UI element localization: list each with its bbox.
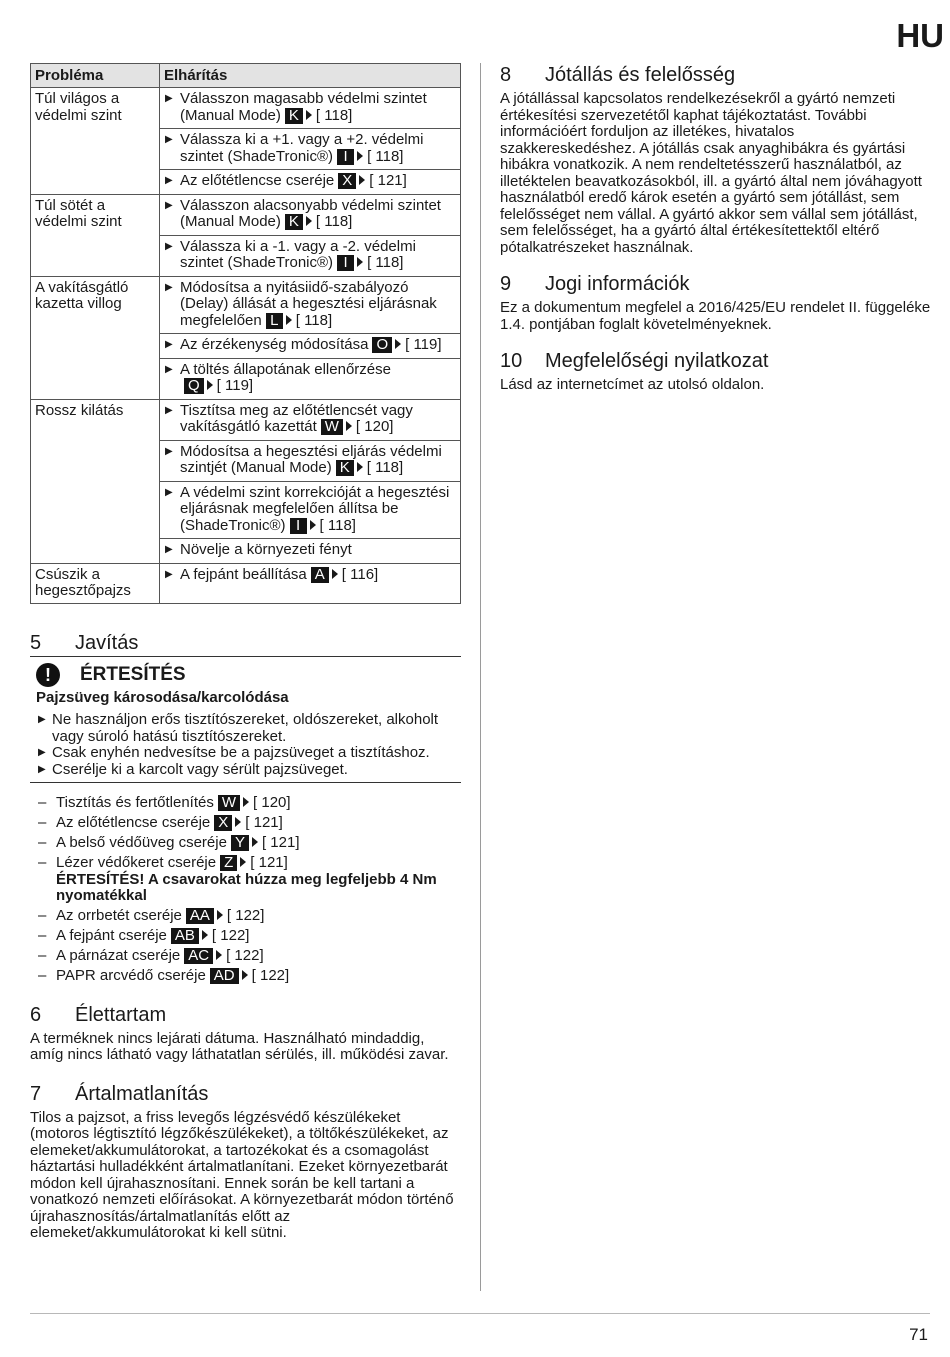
- repair-steps-list: [30, 795, 461, 985]
- arrow-right-icon: [286, 315, 292, 325]
- section-title: Jogi információk: [545, 273, 690, 295]
- step-text: PAPR arcvédő cseréje: [56, 967, 206, 984]
- solution-text: Válasszon alacsonyabb védelmi szintet (Manual Mode): [180, 196, 441, 230]
- solution-text: Tisztítsa meg az előtétlencsét vagy vakításgátló kazettát: [180, 401, 413, 435]
- cross-reference[interactable]: [210, 814, 283, 831]
- page-reference: [ 118]: [367, 254, 404, 271]
- arrow-right-icon: [357, 151, 363, 161]
- arrow-right-icon: [242, 970, 248, 980]
- arrow-right-icon: [346, 421, 352, 431]
- footer-divider: [30, 1313, 930, 1314]
- notice-item-text: Cserélje ki a karcolt vagy sérült pajzsüveget.: [52, 760, 348, 778]
- page-reference: [ 121]: [369, 172, 407, 189]
- page-reference: [ 121]: [250, 854, 288, 871]
- section-body: Tilos a pajzsot, a friss levegős légzésvédő készülékeket (motoros légtisztító légzőkészülékeket), a töltőkészülékeket, az elemeket/akkumulátorokat, a tartozékokat és a csomagolást háztartási hulladékként ártalmatlanítani. Ezeket környezetbarát módon kell újrahasznosítani. Ennek során be kell tartani a vonatkozó nemzeti előírásokat. A környezetbarát módon történő újrahasznosítás/ártalmatlanítás előtt az elemeket/akkumulátorokat ki kell sütni.: [30, 1108, 454, 1241]
- cross-reference[interactable]: [227, 834, 300, 851]
- page-reference: [ 120]: [355, 418, 394, 435]
- solution-cell: [160, 88, 461, 195]
- solution-text: Módosítsa a hegesztési eljárás védelmi szintjét (Manual Mode): [180, 442, 442, 476]
- section-5-heading: [30, 631, 461, 657]
- page-reference: [ 119]: [405, 336, 442, 353]
- bullet-arrow-icon: ▶: [165, 199, 173, 211]
- problem-cell: Túl világos a védelmi szint: [31, 88, 160, 195]
- step-text: A belső védőüveg cseréje: [56, 834, 227, 851]
- problem-cell: Túl sötét a védelmi szint: [31, 194, 160, 276]
- section-7: [30, 1082, 461, 1242]
- page-reference: [ 121]: [261, 834, 300, 851]
- bullet-arrow-icon: ▶: [165, 486, 173, 498]
- page-reference: [ 118]: [319, 516, 356, 534]
- solution-item: [160, 170, 460, 194]
- language-code: HU: [896, 17, 944, 54]
- arrow-right-icon: [359, 175, 365, 185]
- dash-bullet: –: [38, 927, 47, 944]
- solution-text: Válassza ki a +1. vagy a +2. védelmi szintet (ShadeTronic®): [180, 131, 424, 165]
- bullet-arrow-icon: ▶: [165, 93, 173, 104]
- figure-badge: A: [311, 567, 329, 583]
- section-number: 5: [30, 631, 42, 654]
- solution-cell: [160, 399, 461, 563]
- cross-reference[interactable]: [214, 794, 291, 811]
- bullet-arrow-icon: ▶: [38, 763, 46, 775]
- solution-item: [160, 195, 460, 236]
- bullet-arrow-icon: ▶: [165, 404, 173, 416]
- figure-badge: Q: [184, 378, 204, 394]
- solution-text: A töltés állapotának ellenőrzése: [180, 360, 391, 378]
- page-reference: [ 118]: [315, 106, 353, 124]
- notice-subtitle: Pajzsüveg károsodása/karcolódása: [36, 688, 289, 706]
- figure-badge: K: [336, 460, 354, 476]
- repair-step: [30, 968, 461, 985]
- bullet-arrow-icon: ▶: [165, 134, 173, 145]
- solution-item: [160, 88, 460, 129]
- troubleshooting-table: [30, 63, 461, 604]
- section-9: [500, 272, 932, 333]
- bullet-arrow-icon: ▶: [165, 281, 173, 293]
- section-body: Lásd az internetcímet az utolsó oldalon.: [500, 376, 765, 393]
- table-row: [31, 276, 461, 399]
- solution-cell: [160, 276, 461, 399]
- bullet-arrow-icon: ▶: [165, 363, 173, 375]
- section-10: [500, 349, 932, 394]
- section-body: A jótállással kapcsolatos rendelkezésekről a gyártó nemzeti értékesítési szervezetétől kaphat tájékoztatást. További információért forduljon az illetékes, hivatalos szakkereskedéshez. A jótállás csak anyaghibákra és gyártási hibákra vonatkozik. A nem rendeltetésszerű használatból, az illetéktelen beavatkozásokból, ill. a gyártó által nem jóváhagyott használatból eredő károk esetén a gyártó sem jótállást, sem felelősséget nem vállal. A gyártó akkor sem vállal sem jótállást, sem felelősséget, ha a gyártó által értékesítettektől eltérő pótalkatrészeket használnak.: [500, 90, 922, 256]
- arrow-right-icon: [306, 216, 312, 226]
- step-text: Lézer védőkeret cseréje: [56, 854, 217, 871]
- page-reference: [ 118]: [366, 459, 404, 476]
- arrow-right-icon: [207, 380, 213, 390]
- step-note: ÉRTESÍTÉS! A csavarokat húzza meg legfeljebb 4 Nm nyomatékkal: [56, 870, 437, 904]
- exclamation-icon: !: [36, 663, 60, 687]
- figure-badge: X: [338, 173, 356, 189]
- cross-reference[interactable]: [333, 254, 403, 271]
- notice-item: [36, 762, 461, 779]
- solution-item: [160, 359, 460, 399]
- table-row: [31, 399, 461, 563]
- solution-item: [160, 277, 460, 335]
- arrow-right-icon: [332, 569, 338, 579]
- column-header-problem: Probléma: [31, 64, 160, 88]
- arrow-right-icon: [217, 910, 223, 920]
- arrow-right-icon: [243, 797, 249, 807]
- figure-badge: I: [337, 149, 354, 165]
- solution-item: [160, 334, 460, 359]
- figure-badge: AA: [186, 908, 214, 924]
- repair-step: [30, 815, 461, 832]
- notice-list: [36, 712, 461, 778]
- figure-badge: L: [266, 313, 283, 329]
- notice-item-text: Csak enyhén nedvesítse be a pajzsüveget a tisztításhoz.: [52, 744, 430, 761]
- cross-reference[interactable]: [281, 107, 352, 124]
- bullet-arrow-icon: ▶: [165, 544, 173, 555]
- figure-badge: AC: [184, 948, 213, 964]
- cross-reference[interactable]: [332, 459, 403, 476]
- cross-reference[interactable]: [368, 336, 441, 353]
- figure-badge: AD: [210, 968, 239, 984]
- section-title: Élettartam: [75, 1003, 167, 1026]
- step-text: Az előtétlencse cseréje: [56, 814, 211, 831]
- figure-badge: AB: [171, 928, 199, 944]
- right-column: [500, 63, 932, 394]
- page-reference: [ 122]: [211, 927, 250, 944]
- cross-reference[interactable]: [281, 213, 352, 230]
- cross-reference[interactable]: [317, 418, 394, 435]
- solution-text: Válasszon magasabb védelmi szintet (Manual Mode): [180, 90, 427, 124]
- solution-item: [160, 482, 460, 540]
- bullet-arrow-icon: ▶: [165, 339, 173, 350]
- page-number: 71: [909, 1325, 928, 1344]
- step-text: Az orrbetét cseréje: [56, 907, 182, 924]
- column-header-solution: Elhárítás: [160, 64, 461, 88]
- cross-reference[interactable]: [286, 517, 356, 534]
- bullet-arrow-icon: ▶: [165, 445, 173, 457]
- dash-bullet: –: [38, 814, 47, 831]
- section-body: Ez a dokumentum megfelel a 2016/425/EU rendelet II. függeléke 1.4. pontjában foglalt követelményeknek.: [500, 299, 931, 333]
- cross-reference[interactable]: [334, 172, 407, 189]
- solution-text: Válassza ki a -1. vagy a -2. védelmi szintet (ShadeTronic®): [180, 237, 416, 271]
- figure-badge: K: [285, 108, 303, 124]
- solution-text: Módosítsa a nyitásiidő-szabályozó (Delay) állását a hegesztési eljárásnak megfelelően: [180, 278, 437, 329]
- repair-step: [30, 835, 461, 852]
- solution-item: [160, 441, 460, 482]
- solution-item: [160, 564, 460, 588]
- arrow-right-icon: [357, 462, 363, 472]
- repair-step: [30, 908, 461, 925]
- page-reference: [ 120]: [253, 794, 291, 811]
- figure-badge: K: [285, 214, 303, 230]
- figure-badge: Y: [231, 835, 249, 851]
- section-title: Megfelelőségi nyilatkozat: [545, 350, 769, 372]
- figure-badge: W: [321, 419, 343, 435]
- left-column: [30, 63, 461, 1242]
- repair-step: [30, 948, 461, 965]
- table-header-row: [31, 64, 461, 88]
- repair-step: [30, 795, 461, 812]
- repair-step: [30, 855, 461, 905]
- section-number: 6: [30, 1003, 42, 1026]
- cross-reference[interactable]: [262, 312, 332, 329]
- notice-title: ÉRTESÍTÉS: [80, 663, 186, 685]
- section-body: A terméknek nincs lejárati dátuma. Használható mindaddig, amíg nincs látható vagy láthatatlan sérülés, ill. működési zavar.: [30, 1029, 449, 1063]
- solution-item: [160, 129, 460, 170]
- step-text: Tisztítás és fertőtlenítés: [56, 794, 214, 811]
- arrow-right-icon: [202, 930, 208, 940]
- solution-text: A fejpánt beállítása: [180, 565, 307, 583]
- figure-badge: X: [214, 815, 232, 831]
- section-number: 10: [500, 350, 523, 372]
- solution-item: [160, 539, 460, 563]
- cross-reference[interactable]: [180, 377, 253, 394]
- dash-bullet: –: [38, 854, 47, 871]
- solution-item: [160, 400, 460, 441]
- column-divider: [480, 63, 481, 1291]
- figure-badge: O: [372, 337, 392, 353]
- page-reference: [ 118]: [315, 213, 353, 230]
- arrow-right-icon: [252, 837, 258, 847]
- cross-reference[interactable]: [307, 566, 378, 583]
- solution-item: [160, 236, 460, 276]
- section-number: 8: [500, 64, 512, 86]
- section-number: 9: [500, 273, 512, 295]
- bullet-arrow-icon: ▶: [38, 714, 46, 725]
- problem-cell: A vakításgátló kazetta villog: [31, 276, 160, 399]
- cross-reference[interactable]: [182, 907, 265, 924]
- section-title: Javítás: [75, 631, 139, 654]
- page-reference: [ 118]: [367, 147, 404, 165]
- page-reference: [ 116]: [341, 565, 379, 583]
- arrow-right-icon: [310, 520, 316, 530]
- problem-cell: Csúszik a hegesztőpajzs: [31, 563, 160, 603]
- table-row: [31, 563, 461, 603]
- notice-item: [36, 745, 461, 762]
- page-reference: [ 118]: [295, 311, 333, 329]
- section-title: Ártalmatlanítás: [75, 1082, 209, 1105]
- section-6: [30, 1003, 461, 1064]
- cross-reference[interactable]: [167, 927, 250, 944]
- page-reference: [ 121]: [245, 814, 283, 831]
- problem-cell: Rossz kilátás: [31, 399, 160, 563]
- dash-bullet: –: [38, 907, 47, 924]
- notice-item: [36, 712, 461, 745]
- section-title: Jótállás és felelősség: [545, 64, 736, 86]
- cross-reference[interactable]: [333, 148, 403, 165]
- arrow-right-icon: [216, 950, 222, 960]
- solution-text: Az előtétlencse cseréje: [180, 172, 335, 189]
- arrow-right-icon: [235, 817, 241, 827]
- arrow-right-icon: [240, 857, 246, 867]
- bullet-arrow-icon: ▶: [38, 747, 46, 758]
- bullet-arrow-icon: ▶: [165, 568, 173, 580]
- figure-badge: Z: [220, 855, 237, 871]
- notice-box: [30, 657, 461, 784]
- dash-bullet: –: [38, 834, 47, 851]
- arrow-right-icon: [357, 257, 363, 267]
- page-reference: [ 122]: [251, 967, 290, 984]
- solution-text: Az érzékenység módosítása: [180, 336, 369, 353]
- section-number: 7: [30, 1082, 42, 1105]
- solution-text: Növelje a környezeti fényt: [180, 541, 352, 558]
- cross-reference[interactable]: [180, 947, 263, 964]
- notice-item-text: Ne használjon erős tisztítószereket, oldószereket, alkoholt vagy súroló hatású tisztítószereket.: [52, 711, 439, 745]
- page-reference: [ 122]: [226, 907, 265, 924]
- solution-cell: [160, 194, 461, 276]
- step-text: A fejpánt cseréje: [56, 927, 167, 944]
- figure-badge: W: [218, 795, 240, 811]
- step-text: A párnázat cseréje: [56, 947, 181, 964]
- arrow-right-icon: [395, 339, 401, 349]
- dash-bullet: –: [38, 794, 47, 811]
- bullet-arrow-icon: ▶: [165, 175, 173, 186]
- dash-bullet: –: [38, 947, 47, 964]
- solution-cell: [160, 563, 461, 603]
- repair-step: [30, 928, 461, 945]
- cross-reference[interactable]: [216, 854, 288, 871]
- dash-bullet: –: [38, 967, 47, 984]
- table-row: [31, 88, 461, 195]
- page-reference: [ 119]: [216, 377, 254, 394]
- bullet-arrow-icon: ▶: [165, 240, 173, 252]
- page-reference: [ 122]: [226, 947, 264, 964]
- table-row: [31, 194, 461, 276]
- figure-badge: I: [337, 255, 354, 271]
- cross-reference[interactable]: [206, 967, 289, 984]
- arrow-right-icon: [306, 110, 312, 120]
- section-8: [500, 63, 932, 256]
- solution-text: A védelmi szint korrekcióját a hegesztési eljárásnak megfelelően állítsa be (ShadeTronic®): [180, 483, 450, 534]
- figure-badge: I: [290, 518, 307, 534]
